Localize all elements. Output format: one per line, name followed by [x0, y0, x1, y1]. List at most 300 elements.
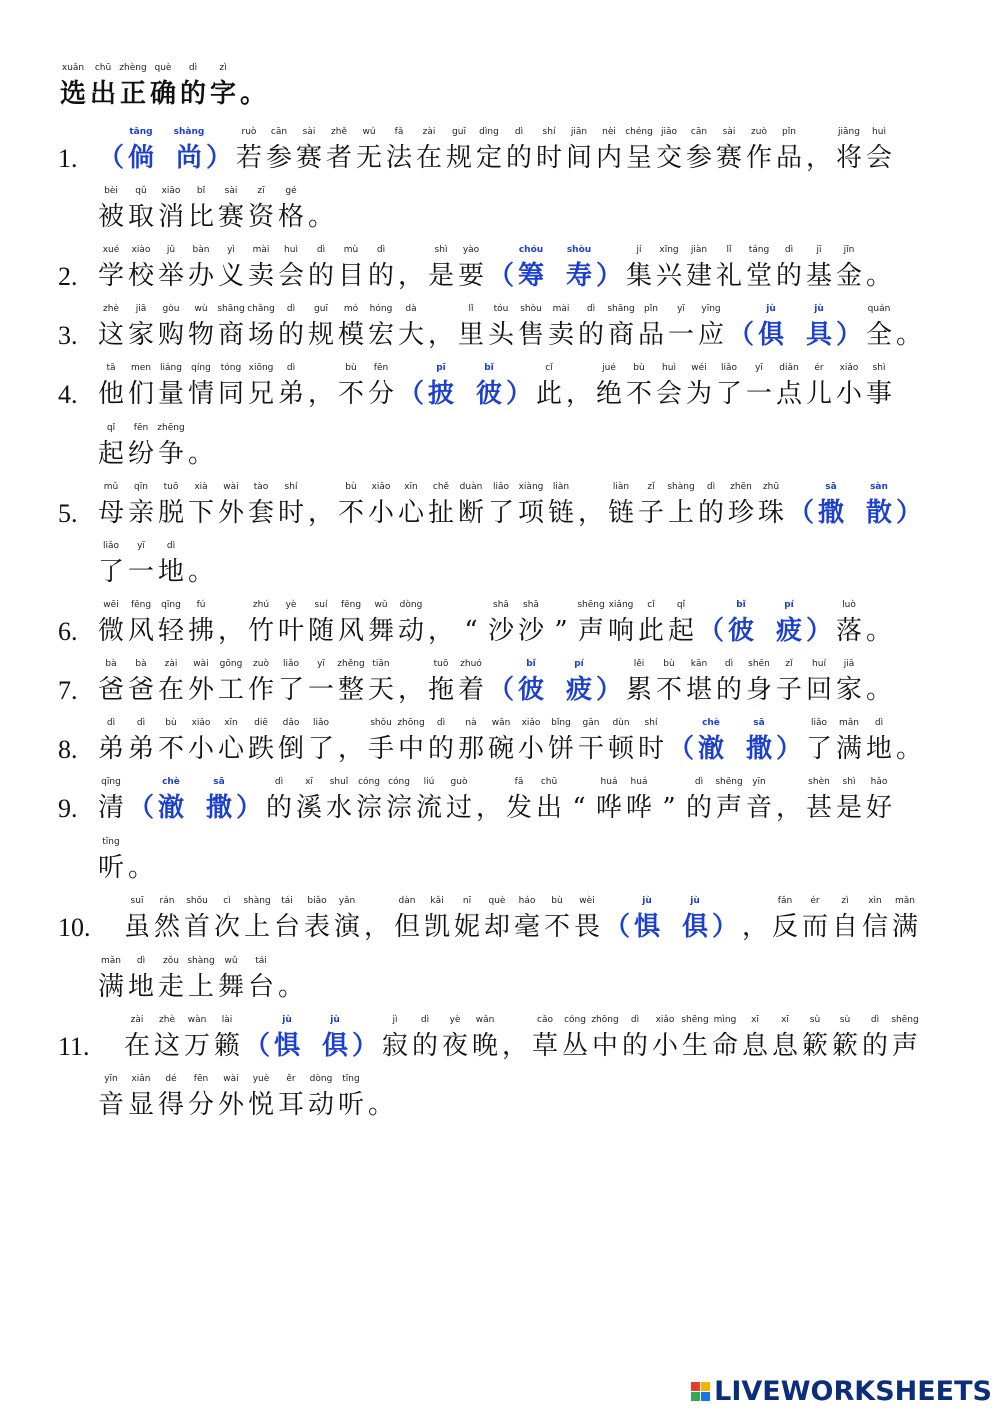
hanzi: 此	[637, 616, 664, 646]
hanzi: 干	[577, 734, 604, 764]
pinyin: dì	[784, 245, 794, 255]
hanzi: 不	[543, 912, 570, 942]
sentence-text	[96, 362, 396, 414]
pinyin: xué	[102, 245, 120, 255]
sentence-text	[380, 1014, 920, 1066]
hanzi: 的	[577, 320, 604, 350]
answer-option[interactable]	[516, 244, 546, 296]
hanzi: 爸	[127, 675, 154, 705]
option-paren: ）	[711, 912, 738, 942]
pinyin: huì	[662, 363, 676, 373]
pinyin: chè	[702, 718, 720, 728]
hanzi: 会	[277, 261, 304, 291]
ruby-character	[770, 1014, 800, 1066]
answer-option[interactable]	[126, 126, 156, 178]
pinyin: zhè	[159, 1015, 175, 1025]
hanzi: ，	[805, 143, 832, 173]
hanzi: 地	[157, 557, 184, 587]
ruby-character	[666, 599, 696, 651]
pinyin: shā	[523, 600, 539, 610]
question-text	[96, 717, 924, 769]
answer-options[interactable]	[126, 776, 264, 828]
pinyin: zhě	[331, 127, 347, 137]
hanzi: 流	[415, 793, 442, 823]
sentence-text	[96, 422, 216, 474]
hanzi: 。	[307, 202, 334, 232]
ruby-character	[324, 126, 354, 178]
hanzi: 响	[607, 616, 634, 646]
ruby-character	[182, 1014, 212, 1066]
hanzi: 沙	[517, 616, 544, 646]
pinyin: dòng	[399, 600, 423, 610]
pinyin: liǎo	[282, 659, 300, 669]
hanzi: 在	[123, 1031, 150, 1061]
hanzi: 尚	[175, 143, 202, 173]
pinyin: zài	[164, 659, 178, 669]
answer-option[interactable]	[696, 717, 726, 769]
answer-options[interactable]	[726, 303, 864, 355]
ruby-character	[126, 717, 156, 769]
ruby-character	[366, 481, 396, 533]
ruby-character	[216, 481, 246, 533]
pinyin: fā	[514, 777, 524, 787]
answer-option[interactable]	[726, 599, 756, 651]
hanzi: 在	[157, 675, 184, 705]
hanzi: 了	[307, 734, 334, 764]
answer-option[interactable]	[174, 126, 204, 178]
hanzi: 基	[805, 261, 832, 291]
hanzi: 外	[187, 675, 214, 705]
hanzi: 间	[565, 143, 592, 173]
hanzi: 儿	[805, 379, 832, 409]
pinyin: shā	[493, 600, 509, 610]
question-text	[122, 1014, 920, 1066]
option-paren: （	[97, 143, 124, 173]
answer-option[interactable]	[564, 244, 594, 296]
hanzi: 撒	[205, 793, 232, 823]
ruby-character	[118, 62, 148, 114]
pinyin: liǎo	[102, 541, 120, 551]
ruby-character	[804, 717, 834, 769]
pinyin: dì	[436, 718, 446, 728]
pinyin: yī	[755, 363, 763, 373]
question-text	[96, 540, 216, 592]
hanzi: 的	[367, 261, 394, 291]
hanzi: 的	[697, 498, 724, 528]
ruby-character	[186, 244, 216, 296]
ruby-character	[834, 362, 864, 414]
pinyin: bù	[165, 718, 177, 728]
sentence-text	[96, 658, 486, 710]
logo-text: LIVEWORKSHEETS	[714, 1376, 992, 1407]
answer-option[interactable]	[320, 1014, 350, 1066]
hanzi: 水	[325, 793, 352, 823]
pinyin: bà	[135, 659, 147, 669]
ruby-character	[186, 1073, 216, 1125]
pinyin: tǎng	[129, 127, 153, 137]
ruby-character	[178, 62, 208, 114]
hanzi: 了	[805, 734, 832, 764]
question-number: 5.	[58, 499, 78, 528]
answer-option[interactable]	[272, 1014, 302, 1066]
hanzi: 品	[637, 320, 664, 350]
ruby-character	[246, 244, 276, 296]
answer-option[interactable]	[864, 481, 894, 533]
answer-option[interactable]	[426, 362, 456, 414]
answer-option[interactable]	[156, 776, 186, 828]
answer-option[interactable]	[632, 895, 662, 947]
ruby-character	[864, 658, 894, 710]
ruby-character	[804, 362, 834, 414]
hanzi: 一	[127, 557, 154, 587]
ruby-character	[486, 303, 516, 355]
pinyin: zī	[257, 186, 265, 196]
hanzi: 反	[771, 912, 798, 942]
hanzi: 听	[97, 853, 124, 883]
ruby-character	[126, 244, 156, 296]
hanzi: 。	[127, 853, 154, 883]
pinyin: fǎn	[777, 896, 793, 906]
option-paren: （	[787, 498, 814, 528]
pinyin: shàng	[173, 127, 205, 137]
pinyin: liàn	[552, 482, 570, 492]
ruby-character	[332, 895, 362, 947]
ruby-character	[576, 303, 606, 355]
pinyin: cǐ	[545, 363, 553, 373]
answer-option[interactable]	[756, 303, 786, 355]
hanzi: 哗	[625, 793, 652, 823]
pinyin: xiào	[131, 245, 151, 255]
option-paren: （	[487, 261, 514, 291]
logo-icon-square	[691, 1382, 700, 1391]
pinyin: háo	[518, 896, 536, 906]
pinyin: sā	[825, 482, 837, 492]
pinyin: chǎng	[247, 304, 275, 314]
answer-options[interactable]	[486, 658, 624, 710]
pinyin: shǒu	[186, 896, 208, 906]
pinyin: shòu	[520, 304, 542, 314]
answer-options[interactable]	[602, 895, 740, 947]
ruby-character	[156, 717, 186, 769]
ruby-character	[714, 244, 744, 296]
pinyin: cǐ	[647, 600, 655, 610]
option-paren: （	[127, 793, 154, 823]
hanzi: 堪	[685, 675, 712, 705]
hanzi: 同	[217, 379, 244, 409]
sentence-text	[96, 599, 696, 651]
hanzi: 过	[445, 793, 472, 823]
hanzi: 走	[157, 972, 184, 1002]
pinyin: shēng	[577, 600, 605, 610]
answer-options[interactable]	[96, 126, 234, 178]
hanzi: 。	[187, 557, 214, 587]
ruby-character	[216, 599, 246, 651]
answer-option[interactable]	[774, 599, 804, 651]
hanzi: 出	[89, 79, 116, 109]
hanzi: 这	[97, 320, 124, 350]
ruby-character	[216, 717, 246, 769]
pinyin: shì	[434, 245, 448, 255]
pinyin: shēng	[715, 777, 743, 787]
hanzi: “	[464, 616, 478, 646]
hanzi: 得	[157, 1090, 184, 1120]
answer-options[interactable]	[396, 362, 534, 414]
pinyin: sài	[302, 127, 316, 137]
pinyin: jī	[816, 245, 822, 255]
option-paren: ）	[505, 379, 532, 409]
pinyin: suī	[130, 896, 144, 906]
ruby-character	[216, 244, 246, 296]
ruby-character	[306, 481, 336, 533]
hanzi: 累	[625, 675, 652, 705]
ruby-character	[744, 362, 774, 414]
hanzi: 在	[415, 143, 442, 173]
pinyin: pǐn	[644, 304, 658, 314]
answer-options[interactable]	[696, 599, 834, 651]
hanzi: 内	[595, 143, 622, 173]
ruby-character	[246, 955, 276, 1007]
ruby-character	[392, 895, 422, 947]
answer-options[interactable]	[486, 244, 624, 296]
pinyin: jǔ	[166, 245, 176, 255]
ruby-character	[804, 658, 834, 710]
ruby-character	[572, 895, 602, 947]
ruby-character	[336, 362, 366, 414]
hanzi: 宏	[367, 320, 394, 350]
pinyin: dì	[706, 482, 716, 492]
hanzi: 彼	[475, 379, 502, 409]
answer-option[interactable]	[204, 776, 234, 828]
ruby-character	[152, 895, 182, 947]
pinyin: qǔ	[135, 186, 147, 196]
question-text	[96, 599, 894, 651]
pinyin: xīn	[224, 718, 238, 728]
ruby-character	[396, 303, 426, 355]
answer-options[interactable]	[242, 1014, 380, 1066]
pinyin: huì	[872, 127, 886, 137]
ruby-character	[96, 244, 126, 296]
pinyin: lǐ	[468, 304, 474, 314]
hanzi: 外	[217, 498, 244, 528]
ruby-character	[96, 362, 126, 414]
hanzi: ”	[662, 793, 676, 823]
ruby-character	[470, 1014, 500, 1066]
ruby-character	[156, 362, 186, 414]
pinyin: yào	[462, 245, 480, 255]
hanzi: 品	[775, 143, 802, 173]
hanzi: ，	[427, 320, 454, 350]
ruby-character	[894, 717, 924, 769]
pinyin: cóng	[358, 777, 380, 787]
hanzi: 轻	[157, 616, 184, 646]
question-number: 8.	[58, 735, 78, 764]
ruby-character	[156, 481, 186, 533]
pinyin: sài	[722, 127, 736, 137]
pinyin: xiǎo	[655, 1015, 675, 1025]
logo-icon	[691, 1382, 710, 1401]
option-paren: （	[697, 616, 724, 646]
sentence-text	[834, 599, 894, 651]
hanzi: 小	[517, 734, 544, 764]
answer-option[interactable]	[804, 303, 834, 355]
hanzi: 妮	[453, 912, 480, 942]
ruby-character	[516, 717, 546, 769]
pinyin: dì	[166, 541, 176, 551]
option-paren: （	[487, 675, 514, 705]
hanzi: 澈	[697, 734, 724, 764]
hanzi: 那	[457, 734, 484, 764]
pinyin: bǐ	[484, 363, 494, 373]
pinyin: liǎo	[720, 363, 738, 373]
hanzi: 珠	[757, 498, 784, 528]
hanzi: 堂	[745, 261, 772, 291]
pinyin: xiǎo	[191, 718, 211, 728]
answer-option[interactable]	[744, 717, 774, 769]
ruby-character	[208, 62, 238, 114]
pinyin: tuō	[163, 482, 179, 492]
pinyin: ér	[810, 896, 820, 906]
ruby-character	[534, 362, 564, 414]
pinyin: xiǎo	[521, 718, 541, 728]
pinyin: xī	[751, 1015, 759, 1025]
hanzi: 赛	[715, 143, 742, 173]
pinyin: zhè	[103, 304, 119, 314]
pinyin: nèi	[602, 127, 616, 137]
hanzi: 扯	[427, 498, 454, 528]
ruby-character	[264, 776, 294, 828]
pinyin: xiǎo	[371, 482, 391, 492]
ruby-character	[186, 717, 216, 769]
title-text	[58, 62, 268, 114]
hanzi: 起	[667, 616, 694, 646]
ruby-character	[666, 481, 696, 533]
ruby-character	[306, 717, 336, 769]
hanzi: 的	[775, 261, 802, 291]
question-text	[96, 776, 894, 828]
hanzi: 义	[217, 261, 244, 291]
hanzi: 确	[149, 79, 176, 109]
hanzi: 万	[183, 1031, 210, 1061]
pinyin: biǎo	[307, 896, 327, 906]
ruby-character	[366, 658, 396, 710]
pinyin: xīn	[404, 482, 418, 492]
hanzi: 声	[715, 793, 742, 823]
pinyin: shāng	[217, 304, 245, 314]
hanzi: 手	[367, 734, 394, 764]
ruby-character	[834, 599, 864, 651]
ruby-character	[410, 1014, 440, 1066]
hanzi: 家	[835, 675, 862, 705]
pinyin: luò	[842, 600, 856, 610]
ruby-character	[156, 422, 186, 474]
answer-options[interactable]	[786, 481, 924, 533]
ruby-character	[246, 658, 276, 710]
ruby-character	[126, 185, 156, 237]
answer-option[interactable]	[680, 895, 710, 947]
pinyin: xī	[781, 1015, 789, 1025]
answer-option[interactable]	[474, 362, 504, 414]
pinyin: què	[488, 896, 506, 906]
pinyin: huì	[284, 245, 298, 255]
answer-options[interactable]	[666, 717, 804, 769]
question-number: 11.	[58, 1032, 90, 1061]
hanzi: 叶	[277, 616, 304, 646]
ruby-character	[366, 362, 396, 414]
hanzi: 甚	[805, 793, 832, 823]
hanzi: 息	[741, 1031, 768, 1061]
ruby-character	[606, 717, 636, 769]
pinyin: mài	[252, 245, 270, 255]
pinyin: bù	[663, 659, 675, 669]
hanzi: 举	[157, 261, 184, 291]
pinyin: gōng	[219, 659, 243, 669]
ruby-character	[186, 540, 216, 592]
ruby-character	[324, 776, 354, 828]
hanzi: 不	[625, 379, 652, 409]
pinyin: yī	[317, 659, 325, 669]
hanzi: 回	[805, 675, 832, 705]
ruby-character	[426, 658, 456, 710]
option-paren: （	[243, 1031, 270, 1061]
answer-option[interactable]	[516, 658, 546, 710]
pinyin: bǐ	[526, 659, 536, 669]
hanzi: 跌	[247, 734, 274, 764]
hanzi: 虽	[123, 912, 150, 942]
pinyin: xiǎn	[131, 1074, 151, 1084]
hanzi: 金	[835, 261, 862, 291]
hanzi: 参	[265, 143, 292, 173]
pinyin: mó	[343, 304, 359, 314]
pinyin: yīng	[701, 304, 721, 314]
ruby-character	[216, 955, 246, 1007]
ruby-character	[864, 776, 894, 828]
ruby-character	[152, 1014, 182, 1066]
answer-option[interactable]	[816, 481, 846, 533]
hanzi: 。	[865, 261, 892, 291]
answer-option[interactable]	[564, 658, 594, 710]
ruby-character	[156, 955, 186, 1007]
pinyin: dì	[316, 245, 326, 255]
ruby-character	[774, 658, 804, 710]
hanzi: 表	[303, 912, 330, 942]
pinyin: lài	[221, 1015, 233, 1025]
hanzi: 字	[209, 79, 236, 109]
pinyin: shí	[542, 127, 556, 137]
option-paren: （	[667, 734, 694, 764]
pinyin: shì	[842, 777, 856, 787]
pinyin: sài	[224, 186, 238, 196]
pinyin: táng	[748, 245, 770, 255]
ruby-character	[306, 303, 336, 355]
ruby-character	[654, 658, 684, 710]
ruby-character	[444, 126, 474, 178]
pinyin: dòng	[309, 1074, 333, 1084]
hanzi: 链	[607, 498, 634, 528]
hanzi: ，	[775, 793, 802, 823]
pinyin: dì	[376, 245, 386, 255]
pinyin: dì	[420, 1015, 430, 1025]
hanzi: 台	[273, 912, 300, 942]
hanzi: 听	[337, 1090, 364, 1120]
pinyin: ér	[814, 363, 824, 373]
pinyin: guò	[450, 777, 468, 787]
ruby-character	[306, 599, 336, 651]
ruby-character	[336, 599, 366, 651]
hanzi: 将	[835, 143, 862, 173]
pinyin: xiǎo	[839, 363, 859, 373]
pinyin: bù	[633, 363, 645, 373]
ruby-character	[294, 126, 324, 178]
